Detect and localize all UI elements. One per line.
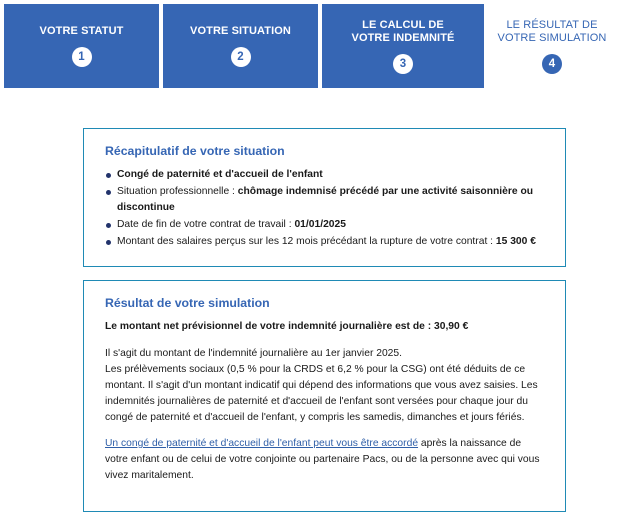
result-paragraph-details: Les prélèvements sociaux (0,5 % pour la CRDS et 6,2 % pour la CSG) ont été déduits de ce montant. Il s'agit d'un montant indicatif qui dépend des informations que vous avez saisies. Les indemnités journalières de paternité et d'accueil de l'enfant sont versées pour chaque jour du congé de paternité et d'accueil de l'enfant, y compris les samedis, dimanches et jours fériés. <box>105 364 538 423</box>
result-paragraph-conge-rest: après la naissance de votre enfant ou de celui de votre conjointe ou partenaire Pacs, ou de la personne avec qui vous vivez maritalement. <box>105 438 540 481</box>
result-amount-lead: Le montant net prévisionnel de votre indemnité journalière est de : 30,90 € <box>105 321 469 332</box>
recap-list <box>105 167 545 250</box>
recap-item-conge <box>105 167 545 183</box>
recap-title: Récapitulatif de votre situation <box>105 144 285 158</box>
result-card <box>83 280 566 512</box>
result-title: Résultat de votre simulation <box>105 296 270 310</box>
recap-date-label: Date de fin de votre contrat de travail : <box>117 219 295 230</box>
recap-date-value: 01/01/2025 <box>294 219 346 230</box>
recap-situation-label: Situation professionnelle : <box>117 186 238 197</box>
recap-item-date <box>105 217 545 233</box>
step-number-badge: 1 <box>72 47 92 67</box>
step-calcul-indemnite[interactable] <box>322 4 484 88</box>
recap-salaires-label: Montant des salaires perçus sur les 12 mois précédant la rupture de votre contrat : <box>117 236 496 247</box>
step-label: LE CALCUL DE VOTRE INDEMNITÉ <box>351 18 455 44</box>
step-resultat-simulation <box>488 4 616 88</box>
step-number-badge: 4 <box>542 54 562 74</box>
step-label: LE RÉSULTAT DE VOTRE SIMULATION <box>497 18 607 44</box>
recap-item-salaires <box>105 234 545 250</box>
step-votre-situation[interactable] <box>163 4 318 88</box>
conge-paternite-link[interactable]: Un congé de paternité et d'accueil de l'enfant peut vous être accordé <box>105 438 419 449</box>
result-paragraph-conge <box>105 436 545 484</box>
step-label: VOTRE SITUATION <box>190 25 291 38</box>
recap-situation-value: chômage indemnisé précédé par une activité saisonnière ou discontinue <box>117 186 534 213</box>
recap-card <box>83 128 566 267</box>
recap-salaires-value: 15 300 € <box>495 236 536 247</box>
step-label: VOTRE STATUT <box>39 25 124 38</box>
simulation-stepper <box>4 4 616 88</box>
step-votre-statut[interactable] <box>4 4 159 88</box>
result-paragraph-date: Il s'agit du montant de l'indemnité journalière au 1er janvier 2025. <box>105 348 403 359</box>
recap-item-situation <box>105 184 545 216</box>
step-number-badge: 3 <box>393 54 413 74</box>
recap-conge-value: Congé de paternité et d'accueil de l'enfant <box>117 169 323 180</box>
step-number-badge: 2 <box>231 47 251 67</box>
